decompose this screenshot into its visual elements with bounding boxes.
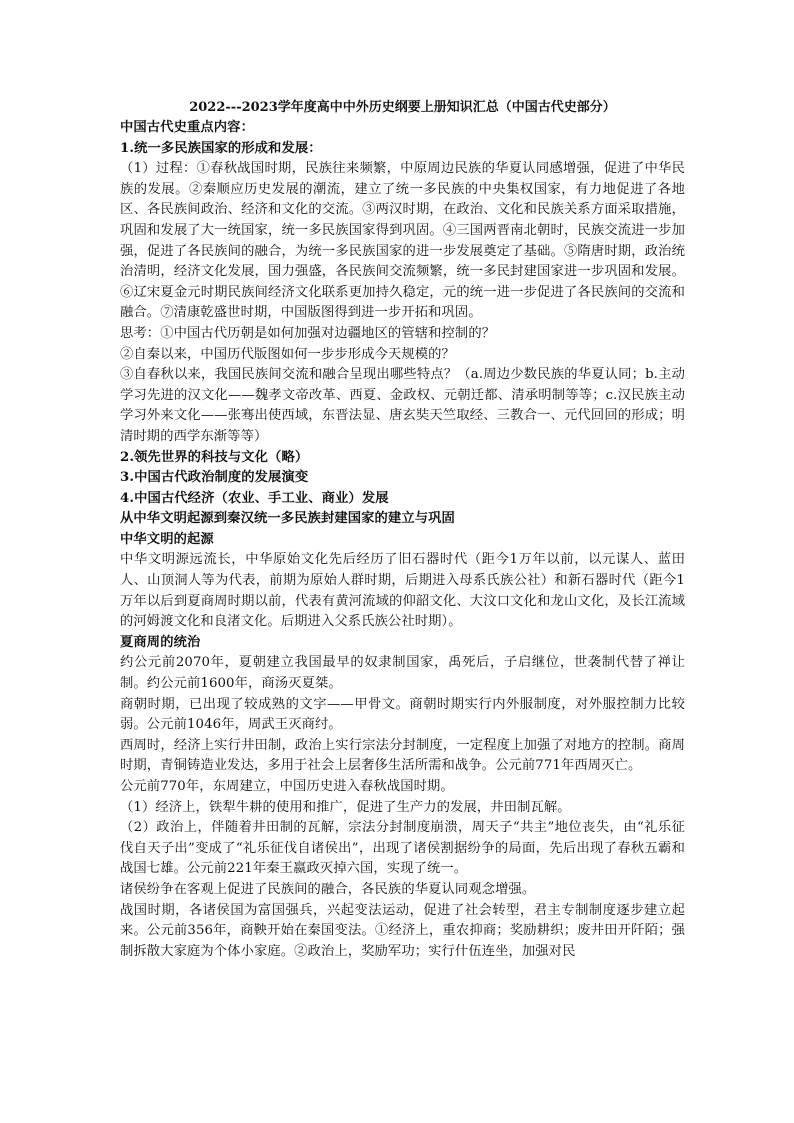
- paragraph: ②自秦以来，中国历代版图如何一步步形成今天规模的？: [120, 346, 455, 362]
- paragraph: （1）经济上，铁犁牛耕的使用和推广，促进了生产力的发展，井田制瓦解。: [120, 799, 571, 815]
- section-heading: 从中华文明起源到秦汉统一多民族封建国家的建立与巩固: [120, 511, 455, 527]
- section-heading: 中华文明的起源: [120, 531, 214, 547]
- section-heading: 2.领先世界的科技与文化（略）: [120, 449, 309, 465]
- paragraph: （2）政治上，伴随着井田制的瓦解，宗法分封制度崩溃，周天子“共主”地位丧失，由“礼乐征伐自天子出”变成了“礼乐征伐自诸侯出”，出现了诸侯割据纷争的局面，先后出现了春秋五霸和战国七雄。公元前221年秦王嬴政灭掉六国，实现了统一。: [120, 820, 685, 877]
- paragraph: 西周时，经济上实行井田制，政治上实行宗法分封制度，一定程度上加强了对地方的控制。商周时期，青铜铸造业发达，多用于社会上层奢侈生活所需和战争。公元前771年西周灭亡。: [120, 737, 685, 774]
- paragraph: ③自春秋以来，我国民族间交流和融合呈现出哪些特点？（a.周边少数民族的华夏认同；b.主动学习先进的汉文化——魏孝文帝改革、西夏、金政权、元朝迁都、清承明制等等；c.汉民族主动学习外来文化——张骞出使西域，东晋法显、唐玄奘天竺取经、三教合一、元代回回的形成；明清时期的西学东渐等等）: [120, 367, 685, 444]
- section-heading: 中国古代史重点内容：: [120, 120, 254, 135]
- paragraph: 商朝时期，已出现了较成熟的文字——甲骨文。商朝时期实行内外服制度，对外服控制力比较弱。公元前1046年，周武王灭商纣。: [120, 696, 685, 733]
- paragraph: 诸侯纷争在客观上促进了民族间的融合，各民族的华夏认同观念增强。: [120, 881, 536, 897]
- paragraph: 战国时期，各诸侯国为富国强兵，兴起变法运动，促进了社会转型，君主专制制度逐步建立起来。公元前356年，商鞅开始在秦国变法。①经济上，重农抑商；奖励耕织；废井田开阡陌；强制拆散大家庭为个体小家庭。②政治上，奖励军功；实行什伍连坐，加强对民: [120, 902, 685, 959]
- section-heading: 1.统一多民族国家的形成和发展：: [120, 140, 322, 156]
- document-title: 2022---2023学年度高中中外历史纲要上册知识汇总（中国古代史部分）: [189, 100, 616, 115]
- paragraph: 约公元前2070年，夏朝建立我国最早的奴隶制国家，禹死后，子启继位，世袭制代替了禅让制。约公元前1600年，商汤灭夏桀。: [120, 655, 685, 692]
- paragraph: 思考：①中国古代历朝是如何加强对边疆地区的管辖和控制的？: [120, 325, 496, 341]
- paragraph: 公元前770年，东周建立，中国历史进入春秋战国时期。: [120, 779, 454, 794]
- paragraph: （1）过程：①春秋战国时期，民族往来频繁，中原周边民族的华夏认同感增强，促进了中华民族的发展。②秦顺应历史发展的潮流，建立了统一多民族的中央集权国家，有力地促进了各地区、各民族间政治、经济和文化的交流。③两汉时期，在政治、文化和民族关系方面采取措施，巩固和发展了大一统国家，统一多民族国家得到巩固。④三国两晋南北朝时，民族交流进一步加强，促进了各民族间的融合，为统一多民族国家的进一步发展奠定了基础。⑤隋唐时期，政治统治清明，经济文化发展，国力强盛，各民族间交流频繁，统一多民封建国家进一步巩固和发展。⑥辽宋夏金元时期民族间经济文化联系更加持久稳定，元的统一进一步促进了各民族间的交流和融合。⑦清康乾盛世时期，中国版图得到进一步开拓和巩固。: [120, 161, 685, 321]
- section-heading: 3.中国古代政治制度的发展演变: [120, 470, 309, 486]
- document-body: [120, 98, 685, 962]
- paragraph: 中华文明源远流长，中华原始文化先后经历了旧石器时代（距今1万年以前，以元谋人、蓝田人、山顶洞人等为代表，前期为原始人群时期，后期进入母系氏族公社）和新石器时代（距今1万年以后到夏商周时期以前，代表有黄河流域的仰韶文化、大汶口文化和龙山文化，及长江流域的河姆渡文化和良渚文化。后期进入父系氏族公社时期）。: [120, 552, 685, 630]
- section-heading: 夏商周的统治: [120, 634, 201, 650]
- section-heading: 4.中国古代经济（农业、手工业、商业）发展: [120, 490, 389, 506]
